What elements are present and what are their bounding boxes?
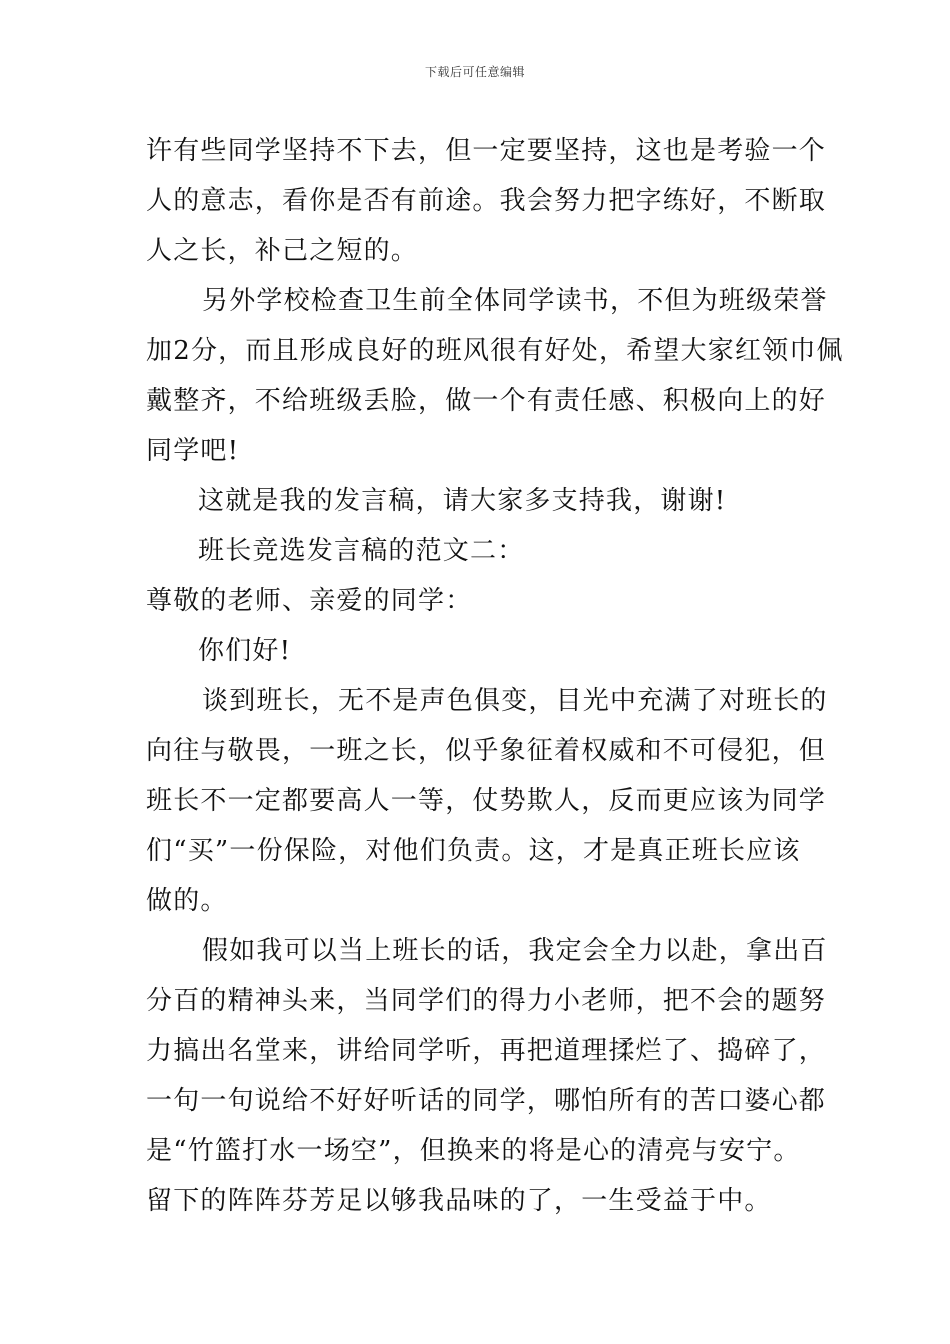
text-line: 戴整齐，不给班级丢脸，做一个有责任感、积极向上的好: [146, 386, 827, 416]
text-line: 力搞出名堂来，讲给同学听，再把道理揉烂了、捣碎了，: [146, 1036, 827, 1066]
text-line: 加2分，而且形成良好的班风很有好处，希望大家红领巾佩: [146, 336, 844, 366]
salutation: 尊敬的老师、亲爱的同学：: [146, 586, 473, 616]
text-line: 是“竹篮打水一场空”，但换来的将是心的清亮与安宁。: [146, 1136, 801, 1166]
text-line: 做的。: [146, 886, 228, 916]
text-line: 另外学校检查卫生前全体同学读书，不但为班级荣誉: [202, 286, 828, 316]
section-heading: 班长竞选发言稿的范文二：: [198, 536, 525, 566]
text-line: 人之长，补己之短的。: [146, 236, 419, 266]
text-line: 向往与敬畏，一班之长，似乎象征着权威和不可侵犯，但: [146, 736, 827, 766]
text-line: 假如我可以当上班长的话，我定会全力以赴，拿出百: [202, 936, 828, 966]
text-line: 人的意志，看你是否有前途。我会努力把字练好，不断取: [146, 186, 827, 216]
text-line: 们“买”一份保险，对他们负责。这，才是真正班长应该: [146, 836, 801, 866]
text-line: 留下的阵阵芬芳足以够我品味的了，一生受益于中。: [146, 1186, 772, 1216]
text-line: 同学吧!: [146, 436, 240, 466]
text-line: 许有些同学坚持不下去，但一定要坚持，这也是考验一个: [146, 136, 827, 166]
text-line: 一句一句说给不好好听话的同学，哪怕所有的苦口婆心都: [146, 1086, 827, 1116]
page-header: 下载后可任意编辑: [424, 65, 525, 79]
document-body: [146, 126, 844, 1226]
text-line: 这就是我的发言稿，请大家多支持我，谢谢!: [198, 486, 727, 516]
text-line: 班长不一定都要高人一等，仗势欺人，反而更应该为同学: [146, 786, 827, 816]
greeting: 你们好!: [198, 636, 292, 666]
text-line: 谈到班长，无不是声色俱变，目光中充满了对班长的: [202, 686, 828, 716]
text-line: 分百的精神头来，当同学们的得力小老师，把不会的题努: [146, 986, 827, 1016]
